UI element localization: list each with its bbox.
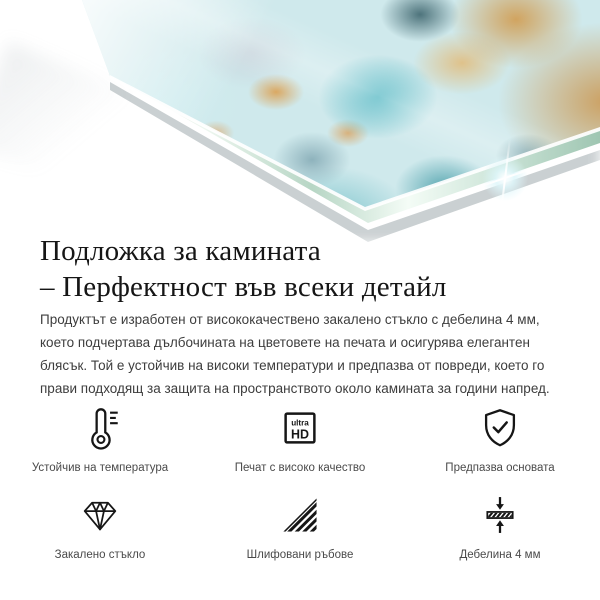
product-description: Продуктът е изработен от висококачествено закалено стъкло с дебелина 4 мм, което подчертава дълбочината на цветовете на печата и осигурява елегантен блясък. Той е устойчив на високи температури и предпазва от повреди, което го прави подходящ за защита на пространството около камината за години напред. <box>40 312 550 396</box>
title-line-2: – Перфектност във всеки детайл <box>40 271 447 303</box>
thermometer-icon <box>77 404 123 452</box>
ultra-hd-icon-text-top: ultra <box>291 418 309 428</box>
feature-print-quality <box>200 404 400 475</box>
shield-check-icon <box>477 404 523 452</box>
ultra-hd-icon-text-bottom: HD <box>291 427 309 442</box>
feature-protects-base <box>400 404 600 475</box>
thickness-icon <box>479 491 521 539</box>
feature-label: Шлифовани ръбове <box>246 549 354 561</box>
feature-label: Предпазва основата <box>445 462 555 474</box>
ultra-hd-icon <box>277 404 323 452</box>
feature-polished-edges <box>200 491 400 562</box>
product-hero-photo <box>0 0 600 242</box>
feature-label: Закалено стъкло <box>54 549 146 561</box>
feature-label: Дебелина 4 мм <box>459 549 541 561</box>
title-line-1: Подложка за камината <box>40 235 321 267</box>
feature-label: Устойчив на температура <box>31 462 169 474</box>
polished-edges-icon <box>280 491 320 539</box>
feature-temperature-resistant <box>0 404 200 475</box>
feature-thickness <box>400 491 600 562</box>
feature-label: Печат с високо качество <box>234 462 366 474</box>
features-grid <box>0 404 600 562</box>
feature-tempered-glass <box>0 491 200 562</box>
diamond-icon <box>79 491 121 539</box>
page-title <box>40 233 447 305</box>
